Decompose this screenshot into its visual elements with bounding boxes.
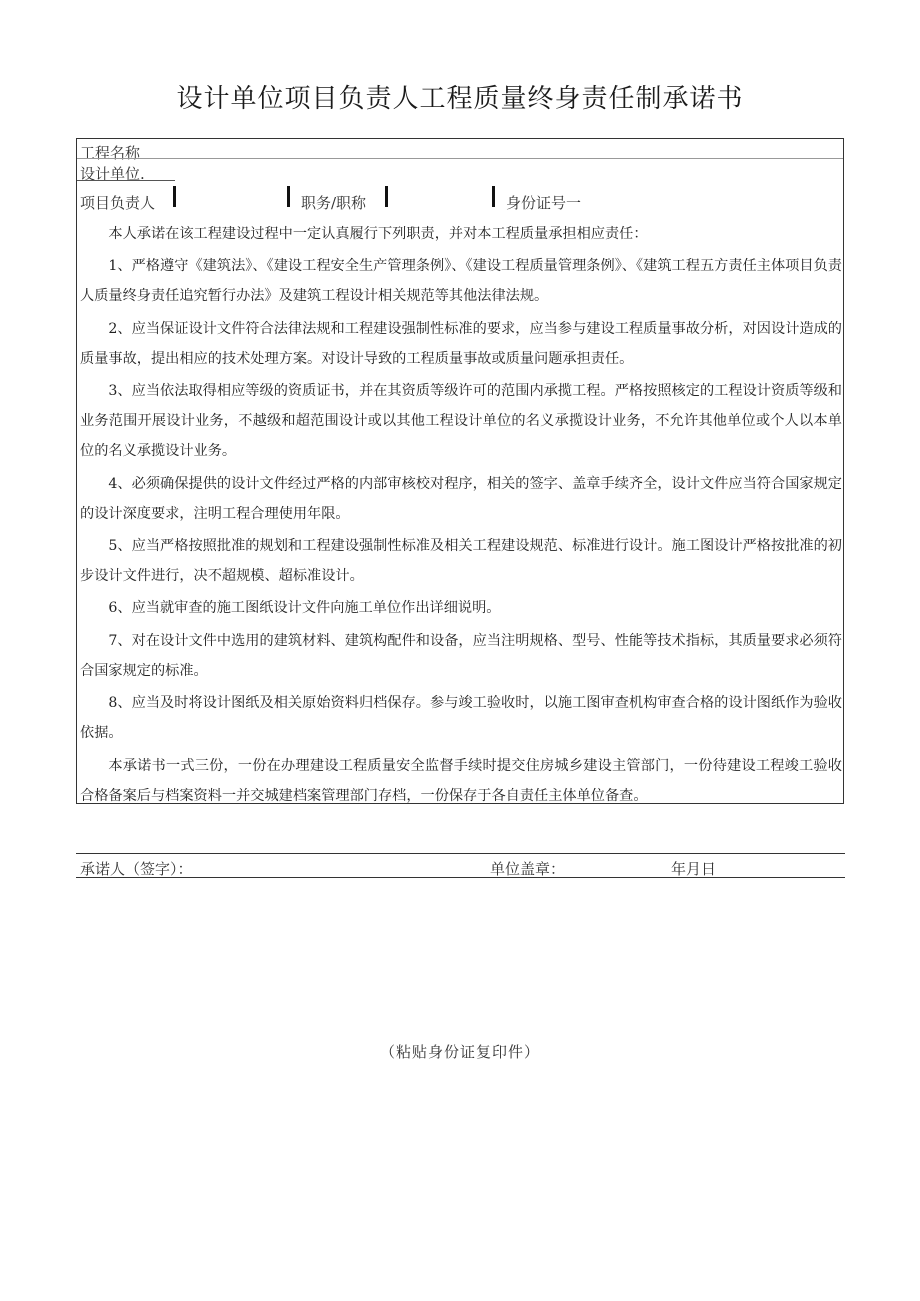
field-separator — [173, 186, 176, 207]
commitment-closing: 本承诺书一式三份，一份在办理建设工程质量安全监督手续时提交住房城乡建设主管部门，一份待建设工程竣工验收合格备案后与档案资料一并交城建档案管理部门存档，一份保存于各自责任主体单位备查。 — [80, 757, 842, 804]
commitment-item-4: 4、必须确保提供的设计文件经过严格的内部审核校对程序，相关的签字、盖章手续齐全，设计文件应当符合国家规定的设计深度要求，注明工程合理使用年限。 — [80, 475, 842, 522]
design-unit-field[interactable] — [77, 180, 175, 181]
commitment-item-3: 3、应当依法取得相应等级的资质证书，并在其资质等级许可的范围内承揽工程。严格按照核定的工程设计资质等级和业务范围开展设计业务，不越级和超范围设计或以其他工程设计单位的名义承揽设计业务，不允许其他单位或个人以本单位的名义承揽设计业务。 — [80, 383, 842, 460]
commitment-item-2: 2、应当保证设计文件符合法律法规和工程建设强制性标准的要求，应当参与建设工程质量事故分析，对因设计造成的质量事故，提出相应的技术处理方案。对设计导致的工程质量事故或质量问题承担责任。 — [80, 320, 842, 367]
document-title: 设计单位项目负责人工程质量终身责任制承诺书 — [176, 84, 744, 114]
signature-top-rule — [76, 853, 845, 854]
date-label: 年月日 — [671, 860, 717, 878]
commitment-item-5: 5、应当严格按照批准的规划和工程建设强制性标准及相关工程建设规范、标准进行设计。施工图设计严格按批准的初步设计文件进行，决不超规模、超标准设计。 — [80, 537, 842, 584]
id-number-label: 身份证号一 — [506, 194, 582, 212]
commitment-item-8: 8、应当及时将设计图纸及相关原始资料归档保存。参与竣工验收时，以施工图审查机构审查合格的设计图纸作为验收依据。 — [80, 695, 842, 742]
promisor-signature-label: 承诺人（签字）： — [80, 860, 193, 878]
project-name-field[interactable] — [77, 158, 843, 159]
id-copy-attachment-note: （粘贴身份证复印件） — [379, 1043, 540, 1061]
project-leader-label: 项目负责人 — [80, 194, 156, 212]
commitment-item-7: 7、对在设计文件中选用的建筑材料、建筑构配件和设备，应当注明规格、型号、性能等技术指标，其质量要求必须符合国家规定的标准。 — [80, 632, 842, 679]
field-separator — [492, 186, 495, 207]
position-label: 职务/职称 — [301, 194, 367, 212]
design-unit-label: 设计单位. — [80, 165, 145, 183]
commitment-form — [76, 138, 844, 804]
commitment-intro: 本人承诺在该工程建设过程中一定认真履行下列职责，并对本工程质量承担相应责任： — [108, 226, 648, 242]
project-name-label: 工程名称 — [80, 144, 141, 162]
field-separator — [385, 186, 388, 207]
commitment-body — [80, 219, 842, 813]
signature-bottom-rule — [76, 877, 845, 878]
unit-seal-label: 单位盖章： — [490, 860, 566, 878]
field-separator — [287, 186, 290, 207]
commitment-item-1: 1、严格遵守《建筑法》、《建设工程安全生产管理条例》、《建设工程质量管理条例》、《建筑工程五方责任主体项目负责人质量终身责任追究暂行办法》及建筑工程设计相关规范等其他法律法规。 — [80, 258, 842, 305]
commitment-item-6: 6、应当就审查的施工图纸设计文件向施工单位作出详细说明。 — [108, 600, 501, 617]
